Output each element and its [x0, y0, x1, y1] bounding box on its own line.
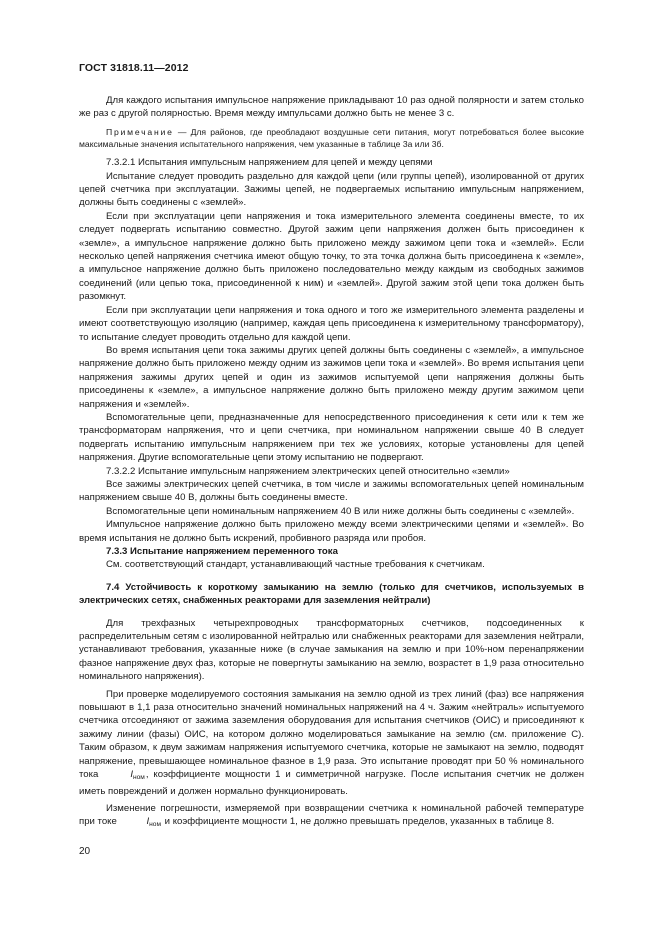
current-symbol: $I_{ном}$: [146, 816, 161, 829]
paragraph-error-change: Изменение погрешности, измеряемой при возвращении счетчика к номинальной рабочей температуре при токе $I_{ном}$ и коэффициенте мощности 1, не должно превышать пределов, указанных в таблице 8.: [79, 802, 584, 832]
paragraph-impulse-polarity: Для каждого испытания импульсное напряжение прикладывают 10 раз одной полярности и затем столько же раз с другой полярностью. Время между импульсами должно быть не менее 3 с.: [79, 95, 584, 120]
section-7-3-2-1-title: 7.3.2.1 Испытания импульсным напряжением для цепей и между цепями: [106, 157, 433, 169]
note: [79, 126, 584, 150]
page-number: 20: [79, 846, 91, 857]
paragraph-see-standard: См. соответствующий стандарт, устанавливающий частные требования к счетчикам.: [106, 559, 485, 571]
section-7-4-title: 7.4 Устойчивость к короткому замыканию на землю (только для счетчиков, используемых в электрических сетях, снабженных реакторами для заземления нейтрали): [79, 581, 584, 607]
paragraph-isolated-circuits: Если при эксплуатации цепи напряжения и тока одного и того же измерительного элемента разделены и имеют соответствующую изоляцию (например, каждая цепь присоединена к измерительному трансформатору), то испытание следует проводить отдельно для каждой цепи.: [79, 304, 584, 343]
section-7-3-2-2-title: 7.3.2.2 Испытание импульсным напряжением электрических цепей относительно «земли»: [106, 465, 510, 477]
paragraph-earth-fault-test: При проверке моделируемого состояния замыкания на землю одной из трех линий (фаз) все напряжения повышают в 1,1 раза относительно значений номинальных напряжений на 4 ч. Зажим «нейтраль» испытуемого счетчика отсоединяют от зажима заземления оборудования для испытания счетчиков (ОИС) и присоединяют к зажиму линии (фазы) ОИС, на котором должно моделироваться замыкание на землю (см. приложение С). Таким образом, к двум зажимам напряжения испытуемого счетчика, которые не замыкают на землю, подводят напряжение, превышающее номинальное фазное в 1,9 раза. Это испытание проводят при 50 % номинального тока $I_{ном}$, коэффициенте мощности 1 и симметричной нагрузке. После испытания счетчик не должен иметь повреждений и должен нормально функционировать.: [79, 688, 584, 797]
document-header: ГОСТ 31818.11—2012: [79, 62, 189, 74]
paragraph-impulse-to-earth: Импульсное напряжение должно быть приложено между всеми электрическими цепями и «землей». Во время испытания не должно быть искрений, пробивного разряда или пробоя.: [79, 519, 584, 544]
paragraph-auxiliary-circuits: Вспомогательные цепи, предназначенные для непосредственного присоединения к сети или к тем же трансформаторам напряжения, что и цепи счетчика, при номинальном напряжении свыше 40 В следует подвергать испытанию импульсным напряжением при тех же условиях, которые установлены для цепей напряжения. Другие вспомогательные цепи этому испытанию не подвергают.: [79, 411, 584, 464]
paragraph-three-phase-meters: Для трехфазных четырехпроводных трансформаторных счетчиков, подсоединенных к распределительным сетям с изолированной нейтралью или снабженных реакторами для заземления нейтрали, устанавливают требования, указанные ниже (в случае замыкания на землю и при 10%-ном перенапряжении фазное напряжение двух фаз, которые не повергнуты замыканию на землю, возрастет в 1,9 раза относительно номинального напряжения).: [79, 617, 584, 683]
section-7-3-3-title: 7.3.3 Испытание напряжением переменного тока: [106, 546, 338, 557]
paragraph-low-voltage-aux: Вспомогательные цепи номинальным напряжением 40 В или ниже должны быть соединены с «землей».: [106, 505, 575, 517]
note-label: Примечание: [106, 126, 174, 137]
paragraph-joint-circuits: Если при эксплуатации цепи напряжения и тока измерительного элемента соединены вместе, то их следует подвергать испытанию совместно. Другой зажим цепи напряжения должен быть присоединен к «земле», а импульсное напряжение должно быть приложено между зажимом цепи тока и «землей». Если несколько цепей напряжения счетчика имеют общую точку, то эта точка должна быть присоединена к «земле», а импульсное напряжение должно быть приложено последовательно между каждым из свободных зажимов соединений (или цепью тока, присоединенной к ним) и «землей». Другой зажим этой цепи тока должен быть разомкнут.: [79, 210, 584, 303]
paragraph-terminals-connected: Все зажимы электрических цепей счетчика, в том числе и зажимы вспомогательных цепей номинальным напряжением свыше 40 В, должны быть соединены вместе.: [79, 478, 584, 504]
note-text: — Для районов, где преобладают воздушные сети питания, могут потребоваться более высокие максимальные значения испытательного напряжения, чем указанные в таблице 3а или 3б.: [79, 126, 584, 150]
current-symbol: $I_{ном}$: [130, 769, 145, 782]
paragraph-separate-circuits: Испытание следует проводить раздельно для каждой цепи (или группы цепей), изолированной от других цепей счетчика при эксплуатации. Зажимы цепей, не подвергаемых испытанию импульсным напряжением, должны быть соединены с «землей».: [79, 170, 584, 209]
paragraph-current-circuit-test: Во время испытания цепи тока зажимы других цепей должны быть соединены с «землей», а импульсное напряжение должно быть приложено между одним из зажимов цепи тока и «землей». Во время испытания цепи напряжения зажимы других цепей и один из зажимов испытуемой цепи напряжения должны быть присоединены к «земле», а импульсное напряжение должно быть приложено между другим зажимом цепи напряжения и «землей».: [79, 344, 584, 410]
document-body: [79, 94, 584, 832]
